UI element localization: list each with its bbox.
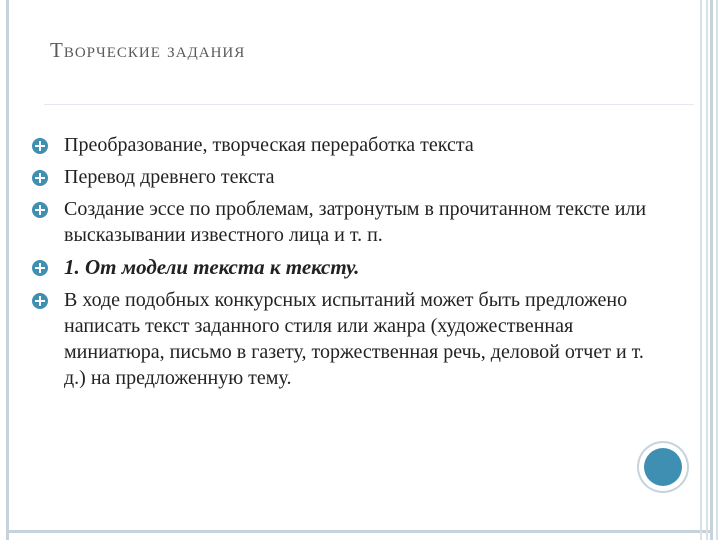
plus-bullet-icon	[32, 202, 48, 218]
list-item-text: Перевод древнего текста	[64, 166, 275, 188]
bullet-list	[30, 132, 670, 397]
circle-decoration	[644, 448, 682, 486]
list-item	[30, 164, 670, 190]
title-divider	[44, 104, 694, 105]
plus-bullet-icon	[32, 170, 48, 186]
list-item	[30, 196, 670, 248]
right-decoration	[700, 0, 720, 540]
list-item-text: Создание эссе по проблемам, затронутым в прочитанном тексте или высказывании известного лица и т. п.	[64, 198, 647, 246]
plus-bullet-icon	[32, 260, 48, 276]
list-item	[30, 132, 670, 158]
list-item-text: В ходе подобных конкурсных испытаний может быть предложено написать текст заданного стиля или жанра (художественная миниатюра, письмо в газету, торжественная речь, деловой отчет и т. д.) на предложенную тему.	[64, 289, 644, 390]
frame-bottom-line	[6, 530, 713, 533]
plus-bullet-icon	[32, 138, 48, 154]
list-item-text: Преобразование, творческая переработка текста	[64, 134, 474, 156]
list-item-emphasis	[30, 254, 670, 281]
slide-title: Творческие задания	[50, 38, 246, 62]
plus-bullet-icon	[32, 293, 48, 309]
list-item	[30, 287, 670, 391]
frame-left-line	[6, 0, 9, 540]
list-item-text: 1. От модели текста к тексту.	[64, 255, 360, 279]
